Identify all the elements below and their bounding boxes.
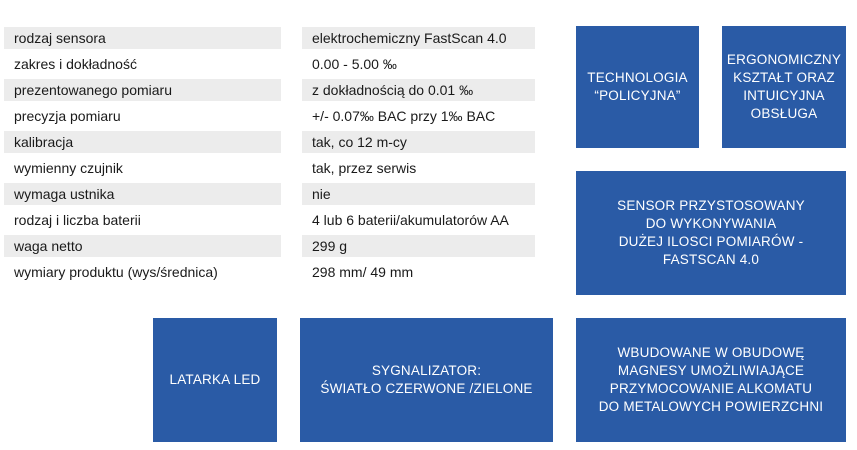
spec-value: tak, przez serwis <box>312 160 417 176</box>
spec-label: wymienny czujnik <box>14 160 123 176</box>
spec-label: kalibracja <box>4 131 281 153</box>
spec-label: wymiary produktu (wys/średnica) <box>14 264 218 280</box>
feature-tile-technology: TECHNOLOGIA “POLICYJNA” <box>576 26 699 148</box>
feature-tile-ergonomic: ERGONOMICZNY KSZTAŁT ORAZ INTUICYJNA OBSŁUGA <box>722 26 846 148</box>
spec-label: rodzaj i liczba baterii <box>14 212 141 228</box>
spec-value: tak, co 12 m-cy <box>302 131 535 153</box>
spec-value: nie <box>302 183 535 205</box>
spec-label: zakres i dokładność <box>14 56 137 72</box>
spec-value: elektrochemiczny FastScan 4.0 <box>302 27 535 49</box>
spec-label: rodzaj sensora <box>4 27 281 49</box>
spec-value: 299 g <box>302 235 535 257</box>
spec-label: precyzja pomiaru <box>14 108 121 124</box>
spec-value: 0.00 - 5.00 ‰ <box>312 56 397 72</box>
spec-value: +/- 0.07‰ BAC przy 1‰ BAC <box>312 108 496 124</box>
spec-label: prezentowanego pomiaru <box>4 79 281 101</box>
feature-tile-flashlight: LATARKA LED <box>153 318 277 442</box>
spec-value: 298 mm/ 49 mm <box>312 264 414 280</box>
feature-tile-sensor: SENSOR PRZYSTOSOWANY DO WYKONYWANIA DUŻEJ ILOSCI POMIARÓW - FASTSCAN 4.0 <box>576 171 846 295</box>
spec-label: wymaga ustnika <box>4 183 281 205</box>
feature-tile-magnets: WBUDOWANE W OBUDOWĘ MAGNESY UMOŻLIWIAJĄCE PRZYMOCOWANIE ALKOMATU DO METALOWYCH POWIERZCHNI <box>576 318 846 442</box>
spec-label: waga netto <box>4 235 281 257</box>
feature-tile-signal: SYGNALIZATOR: ŚWIATŁO CZERWONE /ZIELONE <box>300 318 553 442</box>
spec-value: 4 lub 6 baterii/akumulatorów AA <box>312 212 509 228</box>
spec-value: z dokładnością do 0.01 ‰ <box>302 79 535 101</box>
